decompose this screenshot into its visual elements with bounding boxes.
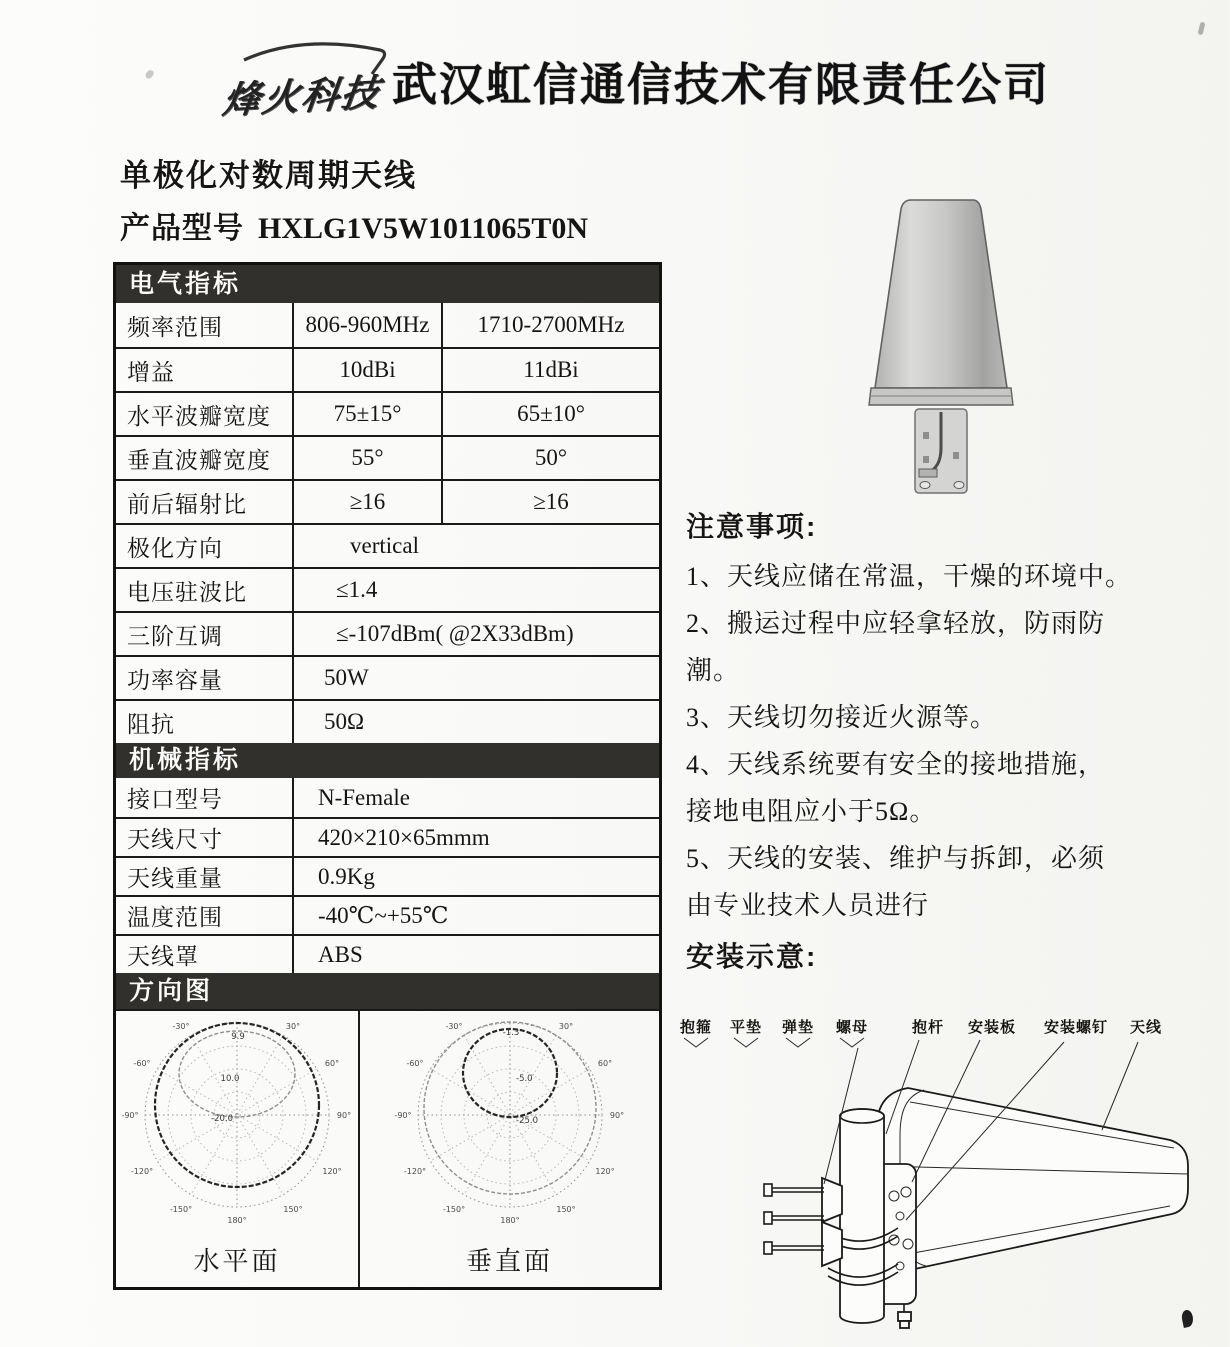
v-plot-center-label: -25.0: [515, 1116, 538, 1126]
spec-value: 0.9Kg: [292, 858, 659, 895]
table-row: [116, 934, 659, 973]
spec-label: 天线罩: [127, 944, 199, 969]
svg-text:-60°: -60°: [405, 1059, 424, 1068]
svg-text:60°: 60°: [597, 1059, 612, 1068]
svg-text:150°: 150°: [283, 1205, 303, 1214]
diagram-label: 螺母: [836, 1019, 869, 1036]
spec-value: N-Female: [292, 778, 659, 817]
spec-value: 50°: [441, 437, 659, 479]
diagram-pole: [840, 1109, 884, 1323]
svg-text:180°: 180°: [499, 1216, 520, 1225]
spec-label: 增益: [127, 359, 175, 385]
company-name: 武汉虹信通信技术有限责任公司: [392, 59, 1051, 110]
spec-label: 极化方向: [127, 535, 223, 561]
svg-text:30°: 30°: [558, 1022, 573, 1031]
product-title: 单极化对数周期天线: [120, 158, 417, 193]
table-row: [116, 699, 659, 743]
table-row: [116, 435, 659, 479]
spec-value: 10dBi: [292, 349, 441, 391]
svg-text:150°: 150°: [555, 1205, 576, 1214]
svg-text:-90°: -90°: [121, 1111, 139, 1120]
diagram-label: 安装板: [968, 1019, 1017, 1036]
logo-text: 烽火科技: [220, 72, 383, 123]
note-line: 4、天线系统要有安全的接地措施，: [686, 750, 1106, 779]
table-row: [116, 567, 659, 611]
spec-label: 频率范围: [127, 314, 223, 340]
company-logo: [222, 34, 392, 129]
product-photo: [845, 182, 1050, 512]
diagram-label: 平垫: [730, 1019, 763, 1036]
svg-text:-150°: -150°: [442, 1205, 465, 1214]
notes-section: [686, 505, 1218, 975]
spec-value: 65±10°: [441, 393, 659, 435]
section-header-electrical: 电气指标: [116, 265, 659, 303]
pattern-plot-vertical: [380, 1011, 640, 1239]
spec-table: [113, 262, 662, 1290]
scan-artifact: [144, 69, 154, 80]
antenna-photo-illustration: [845, 182, 1050, 507]
table-row: [116, 611, 659, 655]
table-row: [116, 479, 659, 523]
diagram-antenna-body: [876, 1088, 1188, 1270]
diagram-label: 天线: [1130, 1019, 1163, 1036]
install-diagram: [672, 1016, 1224, 1347]
spec-value: 806-960MHz: [292, 303, 441, 347]
spec-label: 水平波瓣宽度: [127, 403, 271, 429]
svg-text:-90°: -90°: [393, 1111, 412, 1120]
pattern-section: [116, 1009, 659, 1287]
table-row: [116, 817, 659, 856]
section-header-pattern: 方向图: [116, 973, 659, 1009]
spec-label: 天线重量: [127, 866, 223, 891]
spec-value: ≥16: [292, 481, 441, 523]
note-line: 由专业技术人员进行: [686, 891, 930, 920]
spec-label: 三阶互调: [127, 623, 223, 649]
spec-label: 前后辐射比: [127, 491, 247, 517]
product-model-value: HXLG1V5W1011065T0N: [258, 212, 589, 245]
spec-value: ≤1.4: [292, 569, 659, 611]
install-diagram-illustration: [672, 1016, 1224, 1342]
svg-text:-30°: -30°: [172, 1022, 190, 1031]
diagram-clamp-bracket: [822, 1178, 842, 1222]
table-row: [116, 391, 659, 435]
svg-text:90°: 90°: [336, 1111, 352, 1120]
note-line: 2、搬运过程中应轻拿轻放，防雨防: [686, 609, 1106, 638]
spec-value: 55°: [292, 437, 441, 479]
spec-label: 阻抗: [127, 711, 175, 737]
note-line: 3、天线切勿接近火源等。: [686, 703, 998, 732]
scan-artifact: [1198, 22, 1206, 36]
svg-text:120°: 120°: [322, 1167, 342, 1176]
notes-heading: 注意事项:: [686, 511, 818, 542]
table-row: [116, 895, 659, 934]
table-row: [116, 778, 659, 817]
spec-value: 75±15°: [292, 393, 441, 435]
table-row: [116, 347, 659, 391]
table-row: [116, 856, 659, 895]
note-line: 5、天线的安装、维护与拆卸，必须: [686, 844, 1106, 873]
h-plot-ring-label: 10.0: [220, 1074, 240, 1084]
svg-text:-150°: -150°: [169, 1205, 193, 1214]
spec-value: ABS: [292, 936, 659, 973]
h-plot-center-label: -20.0: [211, 1114, 233, 1124]
spec-value: vertical: [292, 525, 659, 567]
v-plot-ring-label: -5.0: [515, 1074, 533, 1084]
spec-value: -40℃~+55℃: [292, 897, 659, 934]
diagram-label: 抱箍: [680, 1019, 713, 1036]
product-model-label: 产品型号: [120, 212, 244, 245]
spec-value: 420×210×65mmm: [292, 819, 659, 856]
table-row: [116, 303, 659, 347]
v-plot-peak-label: -1.3: [502, 1028, 519, 1038]
install-heading: 安装示意:: [686, 941, 818, 972]
diagram-label: 弹垫: [782, 1019, 815, 1036]
table-row: [116, 523, 659, 567]
svg-text:60°: 60°: [324, 1059, 340, 1068]
spec-value: ≥16: [441, 481, 659, 523]
diagram-label: 抱杆: [912, 1019, 945, 1036]
svg-text:-60°: -60°: [133, 1059, 151, 1068]
svg-text:120°: 120°: [594, 1167, 615, 1176]
svg-text:90°: 90°: [609, 1111, 624, 1120]
diagram-label: 安装螺钉: [1044, 1019, 1109, 1036]
svg-text:-30°: -30°: [444, 1022, 463, 1031]
note-line: 潮。: [686, 656, 741, 685]
plot-caption-vertical: 垂直面: [465, 1247, 553, 1276]
spec-value: 50W: [292, 657, 659, 699]
note-line: 1、天线应储在常温，干燥的环境中。: [686, 562, 1133, 591]
h-plot-peak-label: 9.9: [231, 1032, 245, 1042]
svg-text:-120°: -120°: [403, 1167, 426, 1176]
svg-text:180°: 180°: [227, 1216, 247, 1225]
spec-label: 接口型号: [127, 787, 223, 812]
spec-label: 垂直波瓣宽度: [127, 447, 271, 473]
table-row: [116, 655, 659, 699]
svg-text:30°: 30°: [285, 1022, 301, 1031]
spec-value: 11dBi: [441, 349, 659, 391]
note-line: 接地电阻应小于5Ω。: [686, 797, 937, 826]
product-model-line: [120, 203, 588, 247]
spec-label: 电压驻波比: [127, 579, 247, 605]
pattern-plot-horizontal: [118, 1011, 356, 1239]
svg-text:-120°: -120°: [130, 1167, 154, 1176]
section-header-mechanical: 机械指标: [116, 743, 659, 778]
spec-value: 50Ω: [292, 701, 659, 743]
pattern-cell-vertical: [358, 1011, 659, 1287]
spec-value: 1710-2700MHz: [441, 303, 659, 347]
spec-label: 天线尺寸: [127, 827, 223, 852]
pattern-cell-horizontal: [116, 1011, 358, 1287]
spec-value: ≤-107dBm( @2X33dBm): [292, 613, 659, 655]
spec-label: 功率容量: [127, 667, 223, 693]
plot-caption-horizontal: 水平面: [193, 1247, 281, 1276]
spec-label: 温度范围: [127, 905, 223, 930]
